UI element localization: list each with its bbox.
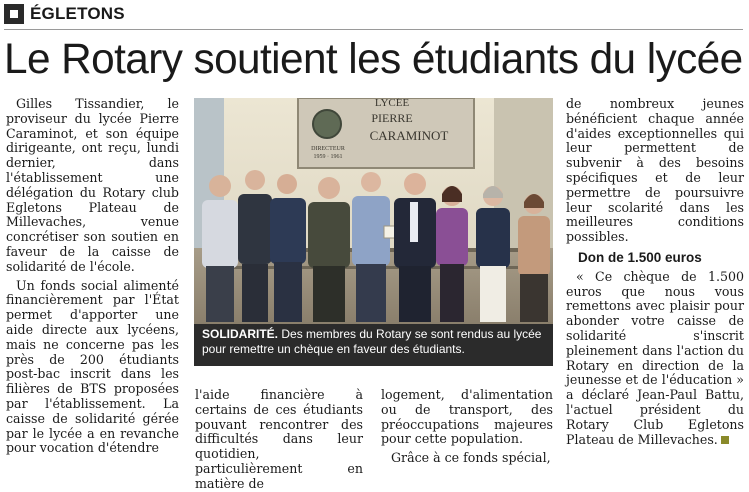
group-photo-illustration — [194, 98, 553, 324]
paragraph-col3b: Grâce à ce fonds spécial, — [391, 450, 551, 466]
paragraph-col3a: logement, d'alimentation ou de transport, des préoccupations majeures pour cette population. — [381, 387, 553, 447]
paragraph-intro: Gilles Tissandier, le proviseur du lycée Pierre Caraminot, et son équipe dirigeante, ont reçu, lundi dernier, dans l'établissement une délégation du Rotary club Egletons Plateau de Millevaches, venue concrétiser son soutien en faveur de la caisse de solidarité de l'école. — [6, 96, 179, 274]
plaque-small: DIRECTEUR — [311, 146, 345, 152]
caption-lead: SOLIDARITÉ. — [202, 327, 279, 341]
section-label: ÉGLETONS — [30, 4, 125, 23]
section-rule — [4, 29, 743, 30]
paragraph-quote — [566, 270, 744, 448]
paragraph-col2: l'aide financière à certains de ces étudiants pouvant rencontrer des difficultés dans leur quotidien, particulièrement en matière de — [195, 387, 363, 491]
quote-text: « Ce chèque de 1.500 euros que nous vous remettons avec plaisir pour abonder votre caisse de solidarité s'inscrit pleinement dans l'action du Rotary en direction de la jeunesse et de l'éducation » a déclaré Jean-Paul Battu, l'actuel président du Rotary Club Egletons Plateau de Millevaches. — [566, 268, 744, 447]
article-photo — [194, 98, 553, 324]
paragraph-fund: Un fonds social alimenté financièrement par l'État permet d'apporter une aide directe aux lycéens, mais ne concerne pas les près de 200 étudiants post-bac inscrit dans les filières de BTS proposées par l'établissement. La caisse de solidarité gérée par le lycée a en revanche pour vocation d'étendre — [6, 277, 179, 456]
section-rubric — [4, 4, 125, 24]
plaque-line-3: CARAMINOT — [369, 128, 449, 143]
plaque-years: 1959 · 1961 — [313, 154, 343, 160]
column-4 — [566, 97, 744, 447]
end-mark-icon — [721, 436, 729, 444]
square-box-icon — [4, 4, 24, 24]
paragraph-col4a: de nombreux jeunes bénéficient chaque année d'aides exceptionnelles qui leur permettent de subvenir à des besoins spécifiques et de leur permettre de poursuivre leur scolarité dans les meilleures conditions possibles. — [566, 96, 744, 245]
plaque-line-2: PIERRE — [371, 111, 413, 125]
article-subhead: Don de 1.500 euros — [578, 249, 702, 265]
plaque-line-1: LYCÉE — [374, 98, 410, 109]
caption-text: Des membres du Rotary se sont rendus au lycée pour remettre un chèque en faveur des étudiants. — [202, 327, 542, 356]
photo-caption — [194, 324, 553, 366]
column-3 — [381, 388, 553, 466]
school-plaque — [298, 98, 474, 168]
article-headline: Le Rotary soutient les étudiants du lycée — [4, 35, 743, 83]
column-2 — [195, 388, 363, 492]
column-1 — [6, 97, 179, 456]
